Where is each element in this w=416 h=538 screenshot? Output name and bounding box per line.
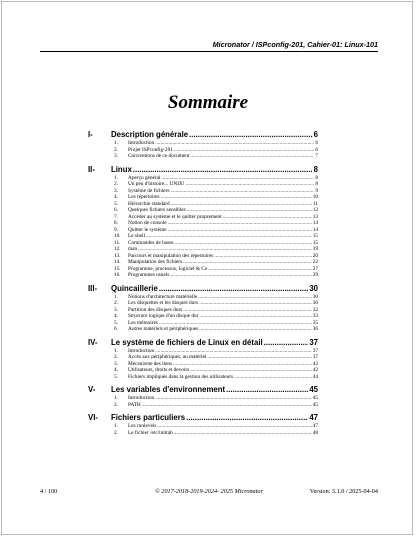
toc-item-title: Conventions de ce document xyxy=(128,153,190,159)
toc-item-page: 8 xyxy=(315,181,318,187)
toc-item-title: Introduction xyxy=(128,395,155,401)
toc-item-title: Accès aux périphériques, au matériel xyxy=(128,354,207,360)
toc-item-title: Hiérarchie standard xyxy=(128,200,170,207)
toc-item-page: 30 xyxy=(312,293,318,300)
toc-item-number: 2. xyxy=(114,429,118,436)
toc-item-number: 12. xyxy=(114,246,121,252)
toc-item-title: Utilisateurs, droits et devoirs xyxy=(128,367,190,373)
toc-item-title: Programmes usuels xyxy=(128,272,170,278)
toc-section-entry[interactable] xyxy=(88,385,318,395)
toc-section-number: II- xyxy=(88,164,95,174)
toc-item-number: 5. xyxy=(114,319,118,326)
toc-item-page: 11 xyxy=(312,200,318,207)
table-of-contents xyxy=(88,130,318,441)
toc-item-page: 42 xyxy=(312,367,318,373)
toc-item-number: 1. xyxy=(114,174,118,181)
toc-item-number: 2. xyxy=(114,300,118,306)
toc-item-title: man xyxy=(128,246,138,252)
toc-item-page: 6 xyxy=(315,146,318,153)
toc-section-title: Fichiers particuliers xyxy=(111,413,186,422)
toc-item-title: Notion de console xyxy=(128,220,167,226)
toc-item-number: 11. xyxy=(114,239,121,246)
toc-item-title: Autres matériels et périphériques xyxy=(128,326,199,332)
toc-item-page: 19 xyxy=(312,246,318,252)
toc-section-number: IV- xyxy=(88,337,98,347)
toc-item-number: 2. xyxy=(114,146,118,153)
toc-item-page: 20 xyxy=(312,252,318,259)
toc-item-title: Mécanisme des liens xyxy=(128,360,173,367)
toc-item-number: 14. xyxy=(114,259,121,265)
toc-item-title: Introduction xyxy=(128,347,155,354)
toc-dot-leader xyxy=(186,413,308,423)
toc-section xyxy=(88,284,318,333)
toc-item-page: 29 xyxy=(312,272,318,278)
toc-item-number: 15. xyxy=(114,265,121,272)
toc-section-page: 37 xyxy=(309,337,318,347)
toc-item-title: Les répertoires xyxy=(128,194,160,200)
toc-item-number: 2. xyxy=(114,354,118,360)
toc-item-page: 37 xyxy=(312,354,318,360)
toc-item-page: 36 xyxy=(312,326,318,332)
toc-item-page: 15 xyxy=(312,239,318,246)
toc-section-title: Le système de fichiers de Linux en détail xyxy=(111,337,263,347)
toc-item-page: 10 xyxy=(312,194,318,200)
toc-item-page: 13 xyxy=(312,213,318,220)
toc-item-number: 1. xyxy=(114,293,118,300)
toc-item-number: 6. xyxy=(114,207,118,213)
toc-item-title: Quitter le système xyxy=(128,226,167,233)
footer-copyright: © 2017-2018-2019-2024- 2025 Micronator xyxy=(155,488,263,495)
toc-item-title: Partition des disques durs xyxy=(128,306,183,313)
toc-item-entry[interactable] xyxy=(88,430,318,437)
toc-item-page: 7 xyxy=(315,153,318,159)
toc-item-entry[interactable] xyxy=(88,402,318,409)
toc-section-page: 45 xyxy=(309,385,318,394)
page-title: Sommaire xyxy=(167,92,249,113)
toc-dot-leader xyxy=(189,130,313,140)
toc-item-page: 44 xyxy=(312,373,318,380)
toc-dot-leader xyxy=(170,272,311,279)
toc-dot-leader xyxy=(174,430,312,437)
toc-item-number: 3. xyxy=(114,306,118,313)
footer-version: Version: 3.1.0 / 2025-04-04 xyxy=(309,488,378,495)
toc-section xyxy=(88,385,318,408)
toc-item-title: Projet ISPconfig-201 xyxy=(128,146,173,153)
toc-item-number: 8. xyxy=(114,220,118,226)
toc-item-title: Les mémoires xyxy=(128,319,158,326)
toc-item-number: 3. xyxy=(114,153,118,159)
toc-item-title: Parcours et manipulation des répertoires xyxy=(128,252,214,259)
toc-item-title: Aperçu général xyxy=(128,174,161,181)
toc-item-page: 35 xyxy=(312,319,318,326)
toc-dot-leader xyxy=(159,284,309,294)
toc-item-page: 6 xyxy=(315,140,318,146)
toc-item-title: Commandes de bases xyxy=(128,239,174,246)
toc-item-number: 2. xyxy=(114,181,118,187)
toc-section-entry[interactable] xyxy=(88,413,318,423)
toc-section xyxy=(88,130,318,160)
toc-item-page: 32 xyxy=(312,306,318,313)
toc-dot-leader xyxy=(199,326,312,333)
toc-item-page: 14 xyxy=(312,226,318,233)
toc-item-page: 37 xyxy=(312,347,318,354)
toc-item-page: 27 xyxy=(312,265,318,272)
toc-item-page: 30 xyxy=(312,300,318,306)
toc-item-title: Le fichier /etc/inittab xyxy=(128,429,173,436)
toc-item-number: 1. xyxy=(114,347,118,354)
toc-section-title: Description générale xyxy=(111,130,189,139)
toc-item-title: Fichiers impliqués dans la gestion des utilisateurs xyxy=(128,373,234,380)
toc-item-title: Quelques fichiers sensibles xyxy=(128,207,186,213)
toc-section-page: 6 xyxy=(313,130,318,139)
toc-item-title: Notions d'architecture matérielle xyxy=(128,293,198,300)
toc-item-number: 3. xyxy=(114,187,118,194)
toc-section-title: Quincaillerie xyxy=(111,283,158,293)
toc-item-number: 1. xyxy=(114,395,118,401)
toc-item-number: 1. xyxy=(114,140,118,146)
toc-item-number: 4. xyxy=(114,313,118,319)
toc-item-page: 8 xyxy=(315,174,318,181)
toc-dot-leader xyxy=(190,153,314,160)
toc-item-page: 42 xyxy=(312,360,318,367)
toc-item-title: Un peu d'histoire... UNIX! xyxy=(128,181,185,187)
toc-section-title: Linux xyxy=(111,164,132,174)
toc-item-number: 5. xyxy=(114,373,118,380)
toc-item-page: 47 xyxy=(312,423,318,429)
toc-item-number: 10. xyxy=(114,233,121,239)
toc-section-number: VI- xyxy=(88,413,98,422)
toc-item-number: 1. xyxy=(114,423,118,429)
toc-section-number: V- xyxy=(88,385,96,394)
running-header: Micronator / ISPconfig-201, Cahier-01: Linux-101 xyxy=(40,40,378,52)
toc-item-page: 45 xyxy=(312,395,318,401)
toc-item-title: Introduction xyxy=(128,140,155,146)
toc-item-entry[interactable] xyxy=(88,374,318,381)
toc-item-page: 12 xyxy=(312,207,318,213)
toc-dot-leader xyxy=(226,385,308,395)
toc-dot-leader xyxy=(264,338,309,348)
toc-section-entry[interactable] xyxy=(88,284,318,294)
toc-section-number: III- xyxy=(88,283,98,293)
toc-section-page: 30 xyxy=(309,283,318,293)
toc-item-number: 4. xyxy=(114,367,118,373)
toc-item-title: Les runlevels xyxy=(128,423,157,429)
toc-section xyxy=(88,413,318,436)
toc-section-page: 47 xyxy=(309,413,318,422)
toc-section xyxy=(88,338,318,381)
toc-item-page: 48 xyxy=(312,429,318,436)
toc-section xyxy=(88,165,318,279)
toc-item-title: Système de fichiers xyxy=(128,187,170,194)
toc-item-title: Les disquettes et les disques durs xyxy=(128,300,199,306)
toc-item-number: 5. xyxy=(114,200,118,207)
toc-item-entry[interactable] xyxy=(88,326,318,333)
toc-section-entry[interactable] xyxy=(88,165,318,175)
toc-item-entry[interactable] xyxy=(88,272,318,279)
toc-item-entry[interactable] xyxy=(88,153,318,160)
toc-section-title: Les variables d'environnement xyxy=(111,385,226,394)
toc-item-title: Le shell xyxy=(128,233,145,239)
toc-item-number: 6. xyxy=(114,326,118,332)
toc-dot-leader xyxy=(234,374,312,381)
toc-item-number: 3. xyxy=(114,360,118,367)
toc-item-title: Structure logique d'un disque dur xyxy=(128,313,199,319)
toc-item-title: Manipulation des fichiers xyxy=(128,259,183,265)
toc-item-title: Programme, processus, logiciel & Co xyxy=(128,265,208,272)
toc-item-number: 2. xyxy=(114,401,118,408)
toc-item-number: 4. xyxy=(114,194,118,200)
toc-item-page: 14 xyxy=(312,220,318,226)
toc-section-number: I- xyxy=(88,130,93,139)
toc-item-number: 13. xyxy=(114,252,121,259)
toc-item-number: 9. xyxy=(114,226,118,233)
toc-section-entry[interactable] xyxy=(88,338,318,348)
toc-section-entry[interactable] xyxy=(88,130,318,140)
toc-item-page: 15 xyxy=(312,233,318,239)
toc-item-number: 16. xyxy=(114,272,121,278)
footer-page-number: 4 / 100 xyxy=(40,488,58,495)
toc-item-page: 22 xyxy=(312,259,318,265)
toc-item-page: 9 xyxy=(315,187,318,194)
page-footer xyxy=(40,488,378,498)
toc-dot-leader xyxy=(142,402,312,409)
toc-item-title: Accéder au système et le quitter proprement xyxy=(128,213,222,220)
toc-item-number: 7. xyxy=(114,213,118,220)
toc-item-page: 45 xyxy=(312,401,318,408)
toc-item-title: PATH xyxy=(128,401,141,408)
toc-section-page: 8 xyxy=(313,164,318,174)
toc-dot-leader xyxy=(133,165,313,175)
toc-item-page: 33 xyxy=(312,313,318,319)
